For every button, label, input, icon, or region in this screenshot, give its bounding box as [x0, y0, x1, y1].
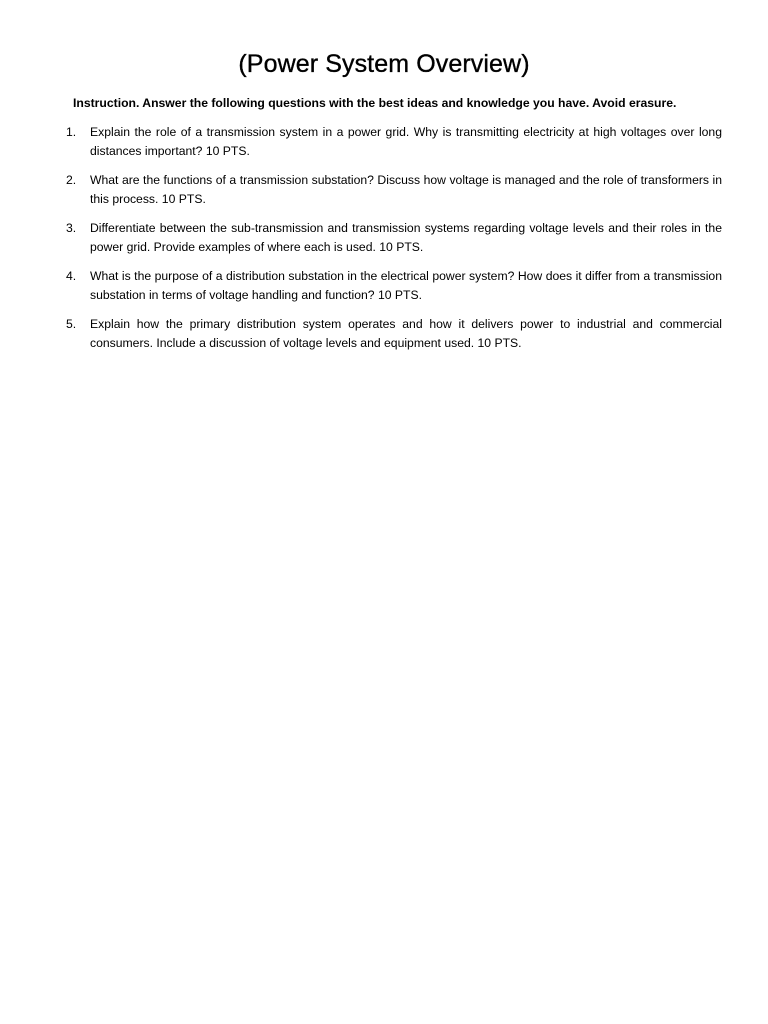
question-number: 5.	[66, 317, 77, 331]
question-list	[66, 123, 722, 363]
question-item-3	[66, 219, 722, 257]
question-item-4	[66, 267, 722, 305]
question-text: Explain how the primary distribution system operates and how it delivers power to industrial and commercial consumers. Include a discussion of voltage levels and equipment used. 10 PTS.	[90, 317, 722, 350]
question-item-5	[66, 315, 722, 353]
question-text: Explain the role of a transmission system in a power grid. Why is transmitting electricity at high voltages over long distances important? 10 PTS.	[90, 125, 722, 158]
instruction-text: Instruction. Answer the following questions with the best ideas and knowledge you have. Avoid erasure.	[73, 96, 677, 110]
question-number: 2.	[66, 173, 77, 187]
question-text: What is the purpose of a distribution substation in the electrical power system? How does it differ from a transmission substation in terms of voltage handling and function? 10 PTS.	[90, 269, 722, 302]
question-number: 3.	[66, 221, 77, 235]
question-number: 4.	[66, 269, 77, 283]
question-item-2	[66, 171, 722, 209]
page-title: (Power System Overview)	[238, 50, 530, 78]
question-number: 1.	[66, 125, 77, 139]
question-text: What are the functions of a transmission substation? Discuss how voltage is managed and the role of transformers in this process. 10 PTS.	[90, 173, 722, 206]
question-text: Differentiate between the sub-transmission and transmission systems regarding voltage levels and their roles in the power grid. Provide examples of where each is used. 10 PTS.	[90, 221, 722, 254]
question-item-1	[66, 123, 722, 161]
